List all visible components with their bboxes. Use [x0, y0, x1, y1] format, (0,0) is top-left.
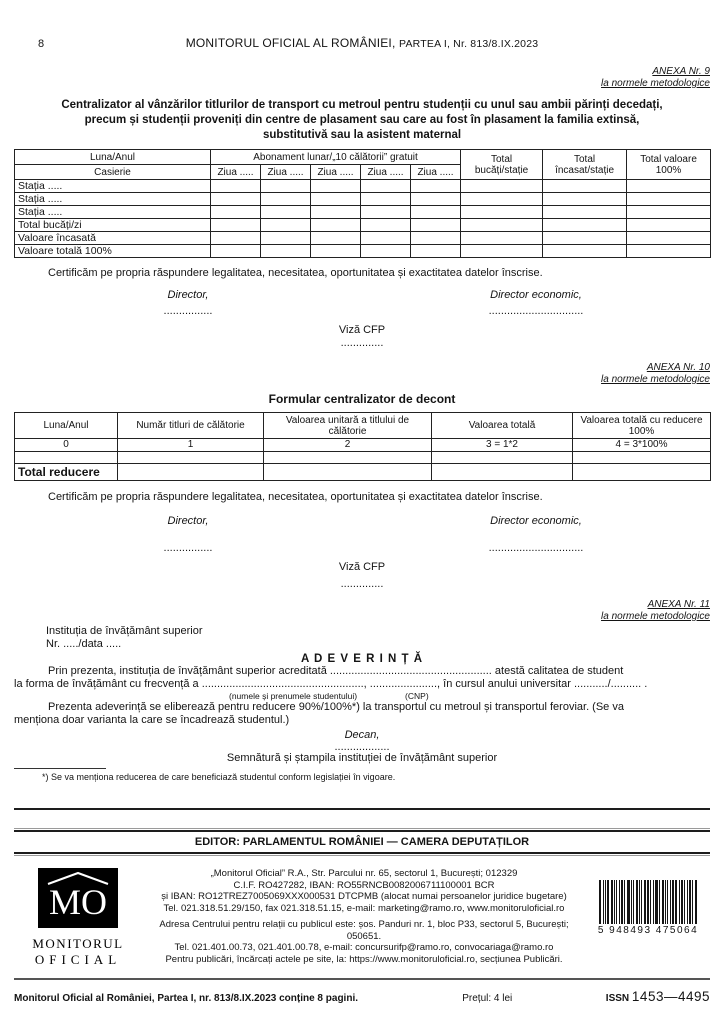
table-cell	[261, 219, 311, 232]
caption-cnp: (CNP)	[405, 691, 429, 701]
anexa9-title-line3: substitutivă sau la asistent maternal	[262, 129, 462, 141]
logo-line2: OFICIAL	[34, 952, 122, 967]
total-row	[15, 464, 711, 481]
table-cell	[411, 180, 461, 193]
decont-col-numar: Număr titluri de călătorie	[118, 413, 264, 439]
address-line: C.I.F. RO427282, IBAN: RO55RNCB0082006711100001 BCR	[233, 879, 495, 891]
director-label: Director,	[167, 515, 209, 527]
col-casierie: Casierie	[15, 165, 211, 180]
table-row	[15, 193, 711, 206]
anexa11-sublabel: la normele metodologice	[601, 611, 710, 622]
table-cell	[461, 180, 543, 193]
col-ziua-1: Ziua .....	[211, 165, 261, 180]
anexa9-label: ANEXA Nr. 9	[652, 66, 710, 77]
divider	[14, 828, 710, 829]
table-cell	[361, 206, 411, 219]
issue-summary: Monitorul Oficial al României, Partea I, nr. 813/8.IX.2023 conține 8 pagini.	[14, 993, 358, 1004]
table-cell	[264, 464, 432, 481]
page-number: 8	[38, 38, 45, 50]
col-total-incasat: Total încasat/stație	[543, 150, 627, 180]
col-ziua-2: Ziua .....	[261, 165, 311, 180]
table-cell	[411, 245, 461, 258]
table-row	[15, 180, 711, 193]
anexa9-label-block	[14, 66, 710, 90]
col-ziua-4: Ziua .....	[361, 165, 411, 180]
table-cell	[261, 206, 311, 219]
table-cell	[261, 232, 311, 245]
row-label: Stația .....	[15, 193, 211, 206]
footnote-divider	[14, 768, 106, 769]
anexa9-title-line1: Centralizator al vânzărilor titlurilor de transport cu metroul pentru studenții cu unul sau ambii părinți decedați,	[61, 99, 663, 111]
director-economic-label: Director economic,	[490, 289, 582, 301]
viza-cfp-label: Viză CFP	[338, 324, 386, 336]
anexa11-label: ANEXA Nr. 11	[647, 599, 710, 610]
table-cell	[211, 206, 261, 219]
table-cell	[211, 219, 261, 232]
table-cell	[461, 219, 543, 232]
decan-dots: ..................	[334, 741, 390, 753]
anexa9-title	[14, 98, 710, 143]
certification-text: Certificăm pe propria răspundere legalitatea, necesitatea, oportunitatea și exactitatea datelor înscrise.	[48, 267, 543, 279]
table-cell	[627, 232, 711, 245]
director-economic-dots: ...............................	[488, 305, 584, 317]
reducere-paragraph-line1: Prezenta adeverință se eliberează pentru reducere 90%/100%*) la transportul cu metroul și transportul feroviar. (Se va	[48, 701, 624, 713]
table-cell	[15, 452, 118, 464]
logo-line1: MONITORUL	[32, 936, 124, 951]
index-cell: 3 = 1*2	[432, 439, 573, 452]
signature-row	[14, 289, 710, 302]
viza-cfp-dots: ..............	[340, 337, 384, 349]
row-label: Stația .....	[15, 180, 211, 193]
anexa10-sublabel: la normele metodologice	[601, 374, 710, 385]
table-cell	[627, 180, 711, 193]
table-cell	[411, 193, 461, 206]
table-cell	[261, 180, 311, 193]
director-dots: ................	[163, 542, 213, 554]
table-cell	[211, 193, 261, 206]
nr-data-line: Nr. ...../data .....	[46, 638, 122, 650]
anexa11-label-block	[14, 599, 710, 623]
header-title: MONITORUL OFICIAL AL ROMÂNIEI,	[185, 36, 396, 50]
table-cell	[311, 193, 361, 206]
institution-block	[46, 625, 710, 651]
address-line: și IBAN: RO12TREZ7005069XXX000531 DTCPMB (alocat numai persoanelor juridice bugetare)	[161, 891, 567, 902]
col-total-valoare: Total valoare 100%	[627, 150, 711, 180]
table-cell	[311, 219, 361, 232]
decont-table	[14, 412, 711, 481]
footnote-text: *) Se va menționa reducerea de care beneficiază studentul conform legislației în vigoare.	[42, 772, 396, 782]
director-economic-label: Director economic,	[490, 515, 582, 527]
table-row	[15, 245, 711, 258]
table-cell	[261, 193, 311, 206]
editor-band	[14, 828, 710, 856]
decont-col-valoare-unitara: Valoarea unitară a titlului de călătorie	[264, 413, 432, 439]
bottom-rule	[14, 978, 710, 980]
table-cell	[118, 464, 264, 481]
table-cell	[627, 206, 711, 219]
table-cell	[543, 206, 627, 219]
table-cell	[627, 245, 711, 258]
signature-stamp-line: Semnătură și ștampila instituției de învățământ superior	[226, 752, 498, 764]
row-label: Total bucăți/zi	[15, 219, 211, 232]
divider	[14, 855, 710, 856]
logo-mo-text: MO	[48, 882, 108, 922]
viza-cfp-label: Viză CFP	[338, 561, 386, 573]
document-header	[14, 36, 710, 50]
table-cell	[543, 180, 627, 193]
price-label: Prețul: 4 lei	[462, 993, 513, 1004]
decont-col-valoare-totala: Valoarea totală	[432, 413, 573, 439]
total-reducere-label: Total reducere	[15, 464, 118, 481]
table-row	[15, 206, 711, 219]
monitorul-oficial-logo	[14, 868, 142, 968]
table-cell	[361, 219, 411, 232]
col-abonament: Abonament lunar/„10 călătorii” gratuit	[211, 150, 461, 165]
index-cell: 0	[15, 439, 118, 452]
director-economic-dots: ...............................	[488, 542, 584, 554]
decan-label: Decan,	[344, 729, 380, 741]
table-cell	[627, 219, 711, 232]
col-luna-anul: Luna/Anul	[15, 150, 211, 165]
table-cell	[361, 193, 411, 206]
address-line: Tel. 021.318.51.29/150, fax 021.318.51.15, e-mail: marketing@ramo.ro, www.monitoruloficial.ro	[163, 902, 565, 914]
divider	[14, 852, 710, 854]
col-total-bucati: Total bucăți/stație	[461, 150, 543, 180]
table-cell	[543, 232, 627, 245]
table-cell	[432, 464, 573, 481]
table-cell	[311, 245, 361, 258]
index-cell: 2	[264, 439, 432, 452]
barcode-digits: 5 948493 475064	[597, 925, 699, 936]
caption-row	[229, 691, 710, 701]
table-cell	[461, 193, 543, 206]
table-cell	[411, 206, 461, 219]
table-cell	[311, 180, 361, 193]
table-row	[15, 452, 711, 464]
sales-centralizer-table	[14, 149, 711, 258]
table-cell	[411, 219, 461, 232]
decont-col-valoare-reducere: Valoarea totală cu reducere 100%	[573, 413, 711, 439]
mo-logo-icon	[38, 868, 118, 928]
table-cell	[461, 232, 543, 245]
table-cell	[261, 245, 311, 258]
caption-student-name: (numele și prenumele studentului)	[229, 691, 358, 701]
issn-number: 1453—4495	[631, 989, 710, 1004]
anexa10-title: Formular centralizator de decont	[268, 392, 456, 406]
publisher-address	[142, 868, 586, 965]
adeverinta-title: A D E V E R I N Ț Ă	[300, 653, 424, 665]
table-cell	[432, 452, 573, 464]
table-cell	[118, 452, 264, 464]
adeverinta-paragraph-line1: Prin prezenta, instituția de învățământ superior acreditată ..................................................... atestă calitatea de student	[48, 665, 624, 677]
table-row	[15, 219, 711, 232]
table-cell	[543, 193, 627, 206]
director-dots: ................	[163, 305, 213, 317]
index-row	[15, 439, 711, 452]
index-cell: 4 = 3*100%	[573, 439, 711, 452]
reducere-paragraph-line2: menționa doar varianta la care se încadrează studentul.)	[14, 714, 290, 726]
issn	[557, 989, 710, 1004]
address-line: Pentru publicări, încărcați actele pe site, la: https://www.monitoruloficial.ro, secțiunea Publicări.	[165, 953, 563, 965]
signature-dots-row	[14, 542, 710, 555]
row-label: Stația .....	[15, 206, 211, 219]
table-cell	[573, 464, 711, 481]
anexa9-title-line2: precum și studenții proveniți din centre de plasament sau care au fost în plasament la familia extinsă,	[84, 114, 640, 126]
address-line: „Monitorul Oficial” R.A., Str. Parcului nr. 65, sectorul 1, București; 012329	[210, 868, 518, 879]
anexa9-sublabel: la normele metodologice	[601, 78, 710, 89]
header-subtitle: PARTEA I, Nr. 813/8.IX.2023	[399, 38, 539, 50]
institution-label: Instituția de învățământ superior	[46, 625, 203, 637]
table-cell	[211, 180, 261, 193]
bottom-line	[14, 989, 710, 1004]
table-cell	[411, 232, 461, 245]
table-cell	[543, 245, 627, 258]
table-row	[15, 232, 711, 245]
row-label: Valoare totală 100%	[15, 245, 211, 258]
signature-dots-row	[14, 305, 710, 318]
barcode-bars	[586, 880, 710, 924]
table-cell	[211, 232, 261, 245]
col-ziua-5: Ziua .....	[411, 165, 461, 180]
table-cell	[627, 193, 711, 206]
table-cell	[543, 219, 627, 232]
director-label: Director,	[167, 289, 209, 301]
table-cell	[311, 206, 361, 219]
divider	[14, 830, 710, 832]
issn-label: ISSN	[605, 993, 630, 1004]
table-cell	[311, 232, 361, 245]
table-cell	[361, 245, 411, 258]
decont-col-luna: Luna/Anul	[15, 413, 118, 439]
table-cell	[361, 180, 411, 193]
col-ziua-3: Ziua .....	[311, 165, 361, 180]
anexa10-label: ANEXA Nr. 10	[646, 362, 710, 373]
row-label: Valoare încasată	[15, 232, 211, 245]
table-cell	[573, 452, 711, 464]
adeverinta-paragraph-line2: la forma de învățământ cu frecvență a ....................................................., ......................, în cursul anului universitar .........../.......... .	[14, 678, 648, 690]
editor-line: EDITOR: PARLAMENTUL ROMÂNIEI — CAMERA DEPUTAȚILOR	[194, 836, 530, 848]
viza-cfp-dots: ..............	[340, 578, 384, 590]
barcode	[586, 868, 710, 936]
index-cell: 1	[118, 439, 264, 452]
table-cell	[361, 232, 411, 245]
table-cell	[264, 452, 432, 464]
address-line: Tel. 021.401.00.73, 021.401.00.78, e-mail: concursurifp@ramo.ro, convocariaga@ramo.ro	[174, 942, 554, 953]
certification-text: Certificăm pe propria răspundere legalitatea, necesitatea, oportunitatea și exactitatea datelor înscrise.	[48, 491, 543, 503]
anexa10-label-block	[14, 362, 710, 386]
table-cell	[211, 245, 261, 258]
signature-row	[14, 515, 710, 528]
table-cell	[461, 206, 543, 219]
content-end-rule	[14, 808, 710, 810]
footer-middle	[14, 868, 710, 968]
address-line: Adresa Centrului pentru relații cu publicul este: șos. Panduri nr. 1, bloc P33, sectorul 5, București; 050651.	[159, 919, 569, 942]
table-cell	[461, 245, 543, 258]
